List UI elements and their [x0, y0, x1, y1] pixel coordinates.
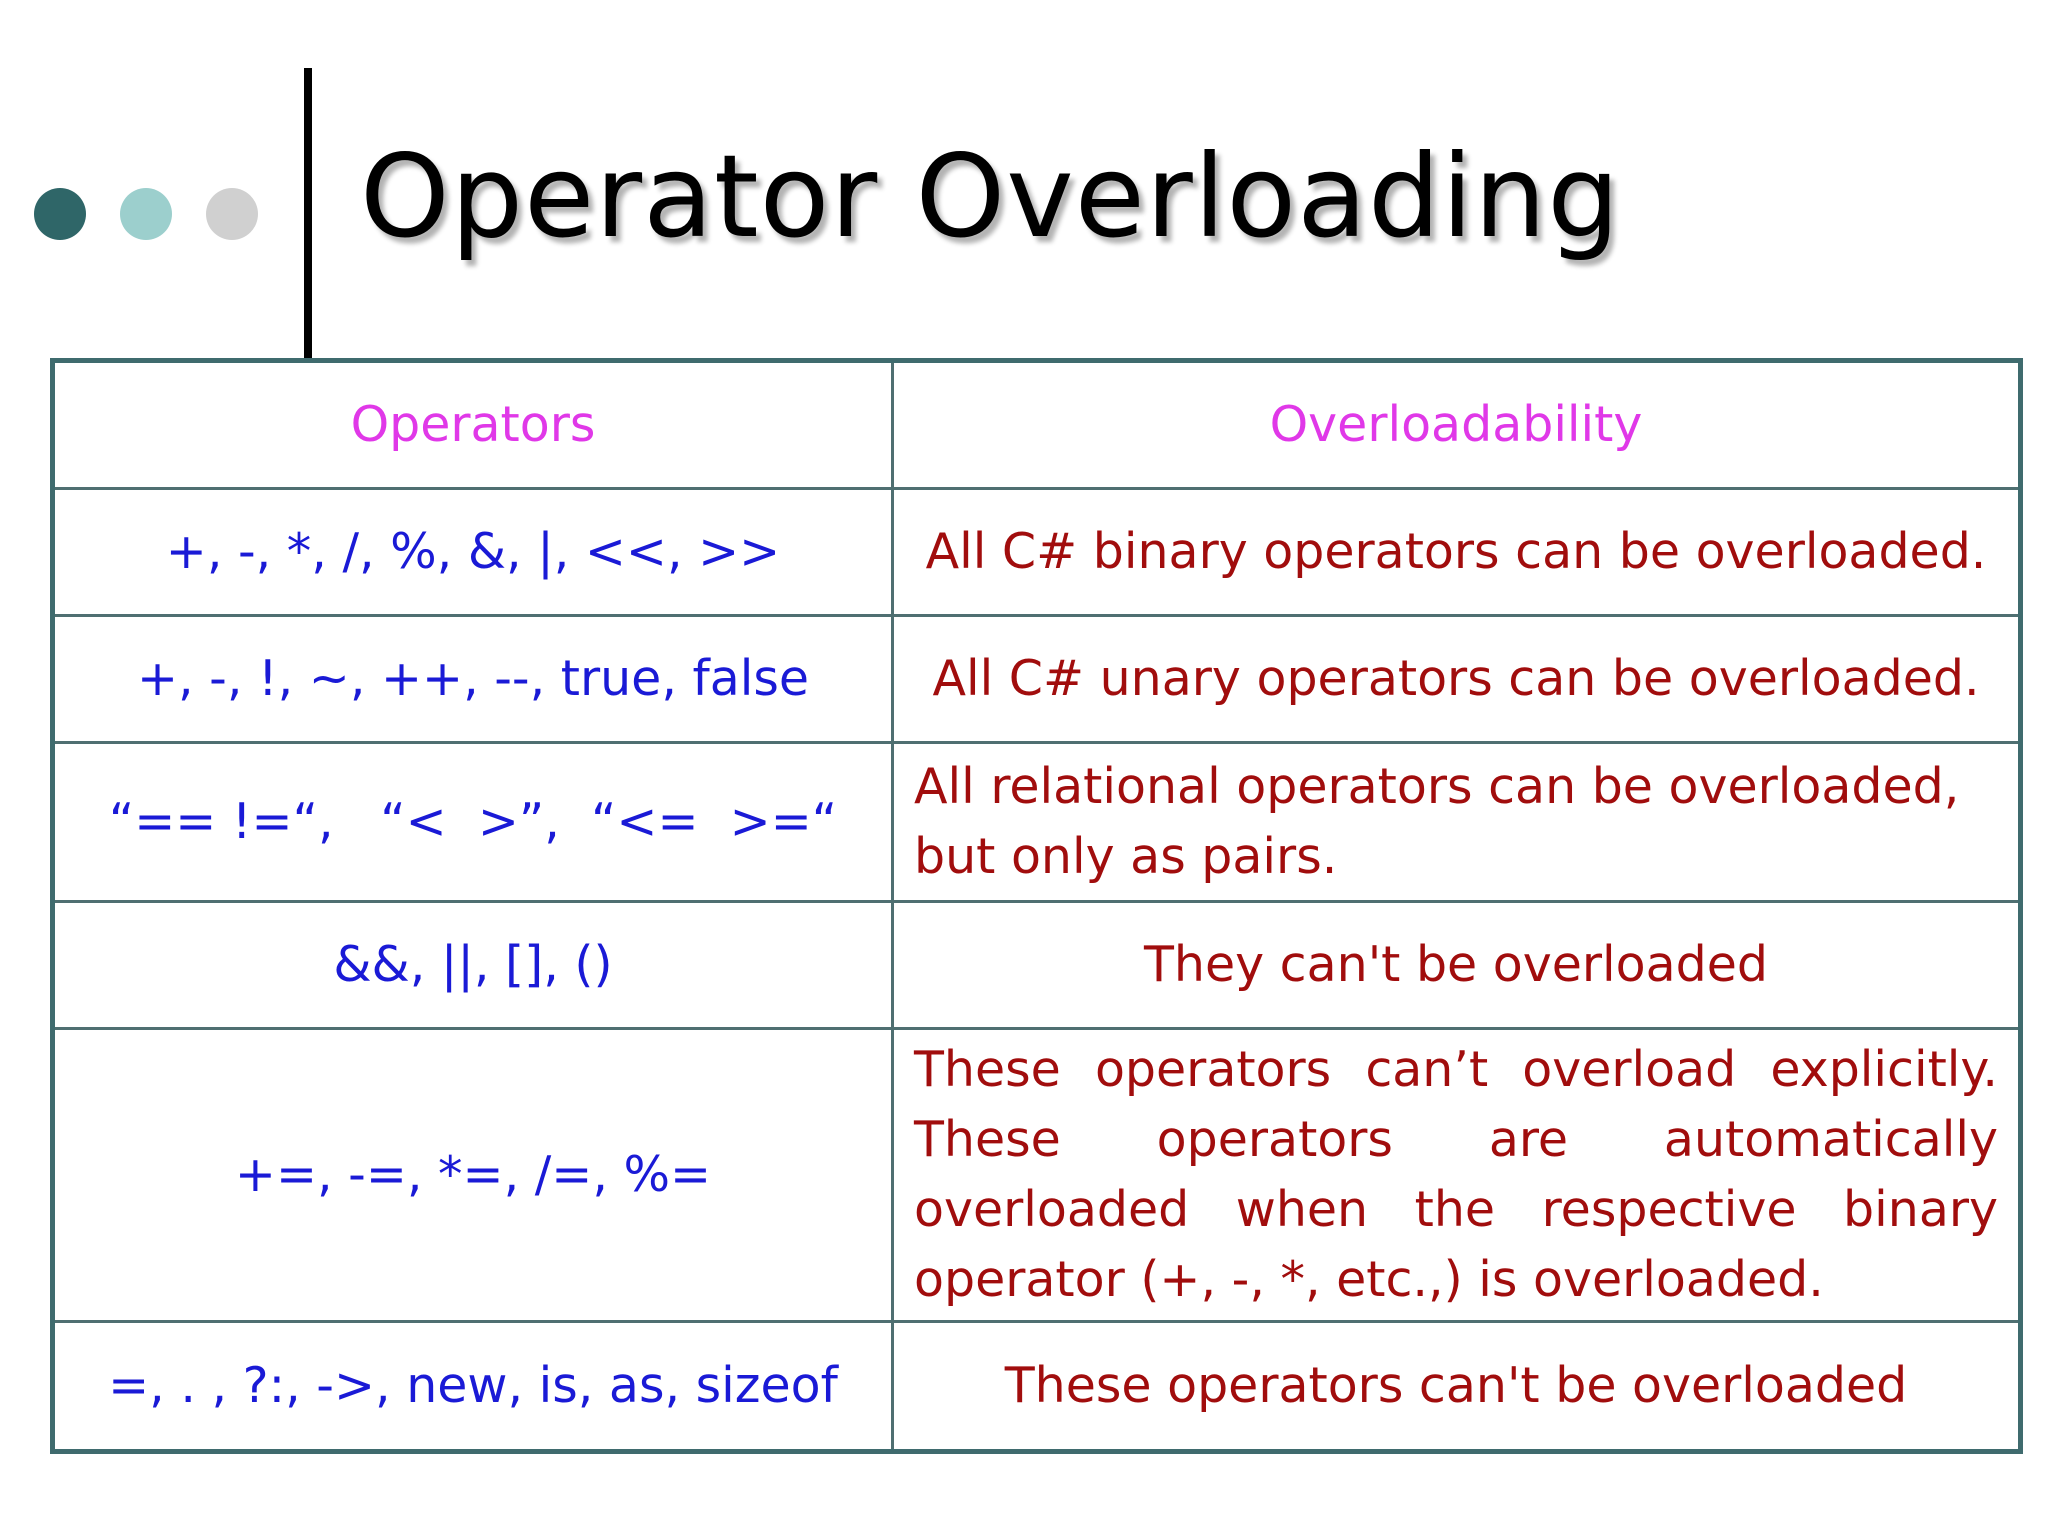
- table-row: [53, 902, 2021, 1029]
- header-operators: Operators: [53, 361, 893, 489]
- operators-cell: “== !=“, “< >”, “<= >=“: [53, 743, 893, 902]
- table-header-row: [53, 361, 2021, 489]
- overloadability-cell: All relational operators can be overloaded, but only as pairs.: [893, 743, 2021, 902]
- overloadability-cell: These operators can’t overload explicitly. These operators are automatically overloaded when the respective binary operator (+, -, *, etc.,) is overloaded.: [893, 1029, 2021, 1322]
- slide-title: Operator Overloading: [360, 130, 1621, 263]
- header-overloadability: Overloadability: [893, 361, 2021, 489]
- overloadability-cell: All C# unary operators can be overloaded.: [893, 616, 2021, 743]
- overloadability-cell: These operators can't be overloaded: [893, 1322, 2021, 1452]
- light-teal-dot: [120, 188, 172, 240]
- overloadability-cell: They can't be overloaded: [893, 902, 2021, 1029]
- table-row: [53, 1322, 2021, 1452]
- gray-dot: [206, 188, 258, 240]
- operators-cell: +, -, *, /, %, &, |, <<, >>: [53, 489, 893, 616]
- table-row: [53, 1029, 2021, 1322]
- title-divider-bar: [304, 68, 312, 358]
- slide-decoration-dots: [34, 188, 264, 242]
- operators-cell: =, . , ?:, ->, new, is, as, sizeof: [53, 1322, 893, 1452]
- table-row: [53, 489, 2021, 616]
- operator-overloadability-table: [50, 358, 2023, 1454]
- table-row: [53, 743, 2021, 902]
- operators-cell: &&, ||, [], (): [53, 902, 893, 1029]
- table-row: [53, 616, 2021, 743]
- dark-teal-dot: [34, 188, 86, 240]
- operators-cell: +=, -=, *=, /=, %=: [53, 1029, 893, 1322]
- operators-cell: +, -, !, ~, ++, --, true, false: [53, 616, 893, 743]
- overloadability-cell: All C# binary operators can be overloaded.: [893, 489, 2021, 616]
